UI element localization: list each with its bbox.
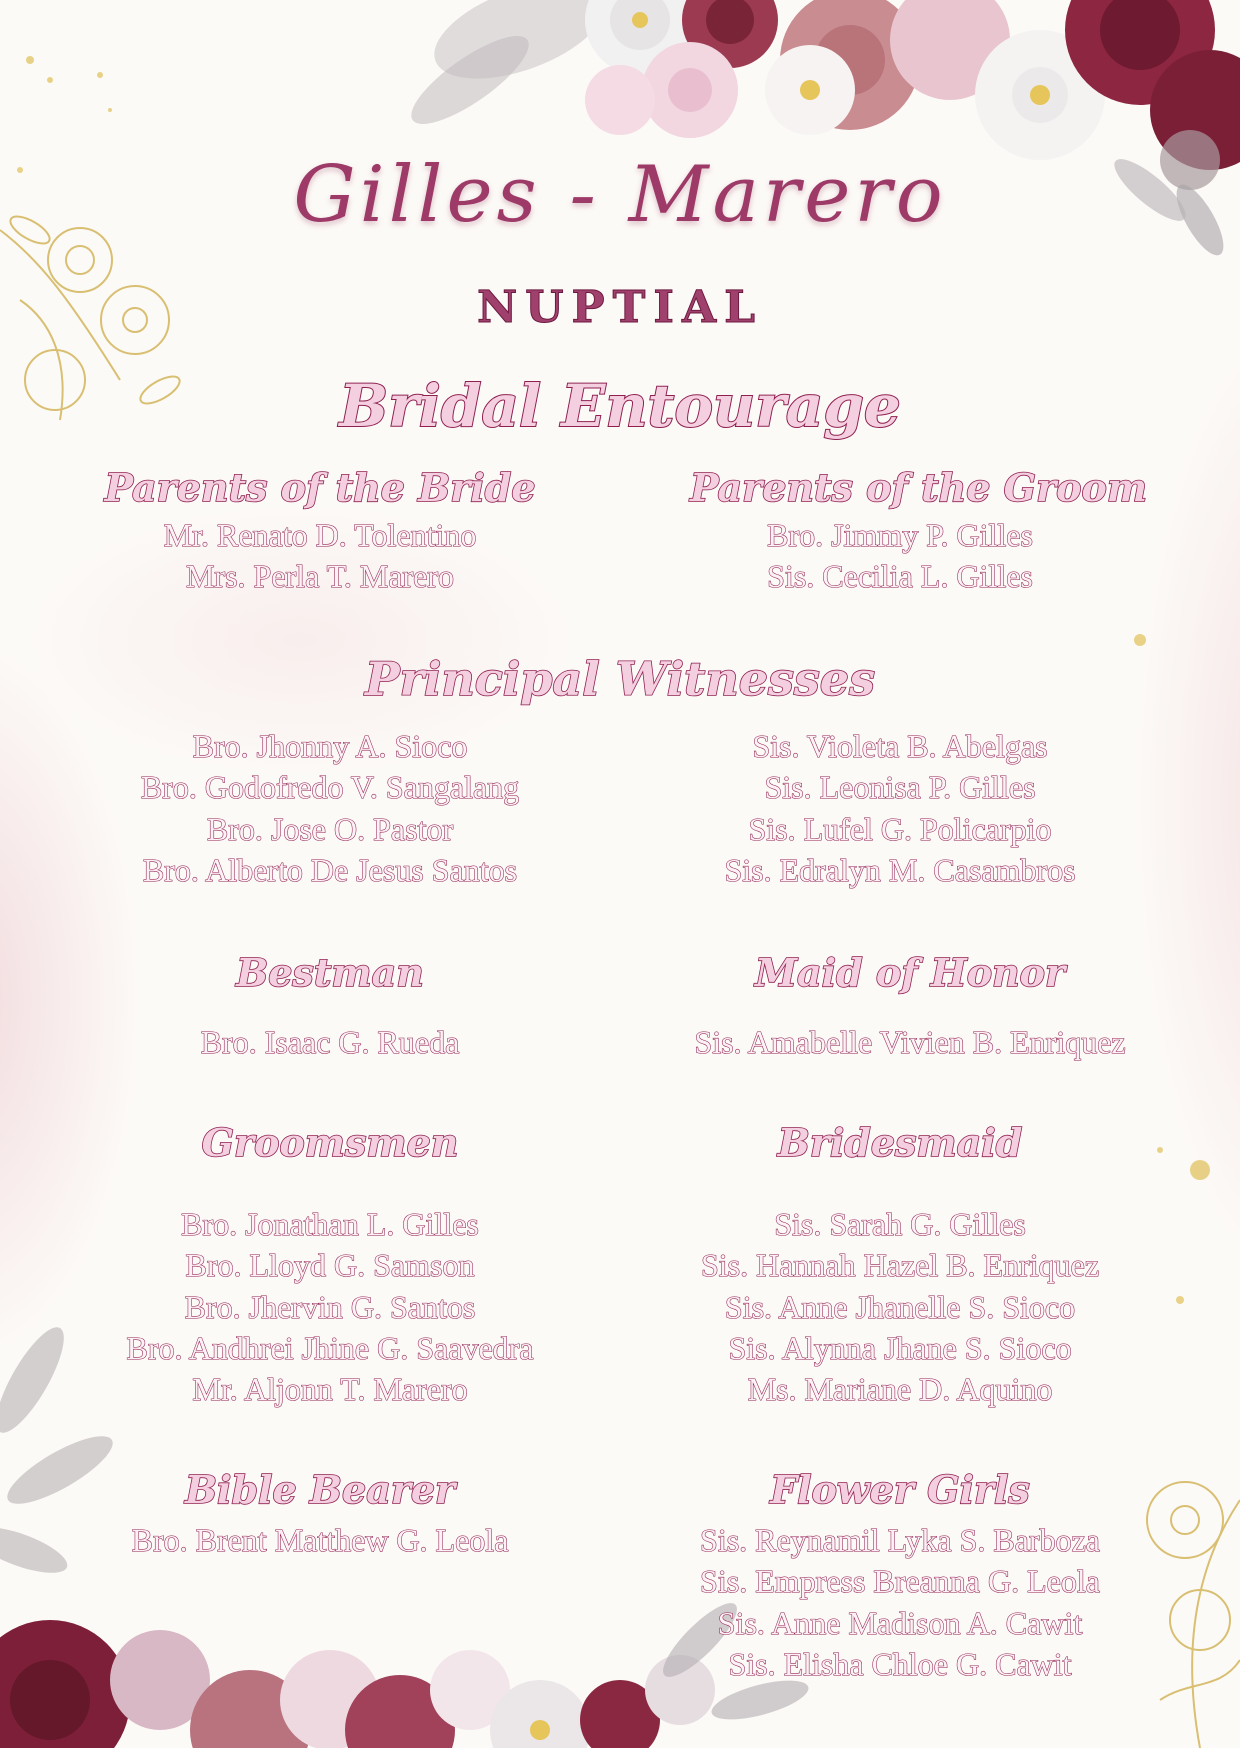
bestman-list <box>130 1022 530 1063</box>
witnesses-right-list <box>680 726 1120 891</box>
list-item: Bro. Andhrei Jhine G. Saavedra <box>126 1329 534 1366</box>
groomsmen-heading: Groomsmen <box>201 1120 459 1165</box>
maid-of-honor-list <box>660 1022 1160 1063</box>
list-item: Bro. Jose O. Pastor <box>206 810 454 847</box>
list-item: Bro. Jhervin G. Santos <box>184 1288 476 1325</box>
parents-groom-heading: Parents of the Groom <box>690 465 1148 510</box>
parents-bride-heading: Parents of the Bride <box>104 465 536 510</box>
bridesmaid-heading: Bridesmaid <box>777 1120 1023 1165</box>
list-item: Sis. Amabelle Vivien B. Enriquez <box>694 1024 1126 1060</box>
list-item: Sis. Anne Madison A. Cawit <box>717 1604 1083 1641</box>
maid-of-honor-heading: Maid of Honor <box>754 950 1066 995</box>
list-item: Sis. Leonisa P. Gilles <box>764 769 1036 806</box>
parents-groom-list <box>690 515 1110 598</box>
page-title: Bridal Entourage <box>339 372 901 440</box>
bridesmaid-list <box>660 1204 1140 1410</box>
bestman-heading: Bestman <box>236 950 424 995</box>
list-item: Sis. Edralyn M. Casambros <box>724 851 1076 888</box>
list-item: Sis. Alynna Jhane S. Sioco <box>728 1329 1072 1366</box>
gold-flower-right <box>1147 1482 1240 1748</box>
list-item: Bro. Brent Matthew G. Leola <box>131 1522 509 1558</box>
list-item: Ms. Mariane D. Aquino <box>747 1371 1053 1408</box>
groomsmen-list <box>70 1204 590 1410</box>
flower-girls-list <box>660 1520 1140 1685</box>
list-item: Sis. Anne Jhanelle S. Sioco <box>724 1288 1076 1325</box>
list-item: Sis. Lufel G. Policarpio <box>748 810 1052 847</box>
list-item: Mrs. Perla T. Marero <box>185 558 455 595</box>
list-item: Sis. Elisha Chloe G. Cawit <box>728 1645 1072 1682</box>
list-item: Bro. Jonathan L. Gilles <box>181 1206 479 1242</box>
principal-witnesses-heading: Principal Witnesses <box>365 652 875 706</box>
list-item: Sis. Hannah Hazel B. Enriquez <box>700 1247 1100 1284</box>
list-item: Sis. Cecilia L. Gilles <box>767 558 1033 595</box>
couple-names: Gilles - Marero <box>293 150 947 240</box>
list-item: Bro. Jhonny A. Sioco <box>192 728 468 764</box>
list-item: Bro. Godofredo V. Sangalang <box>140 769 520 806</box>
witnesses-left-list <box>80 726 580 891</box>
list-item: Bro. Lloyd G. Samson <box>185 1247 475 1284</box>
list-item: Bro. Alberto De Jesus Santos <box>142 851 518 888</box>
list-item: Mr. Renato D. Tolentino <box>163 517 477 553</box>
bible-bearer-list <box>80 1520 560 1561</box>
parents-bride-list <box>90 515 550 598</box>
list-item: Bro. Isaac G. Rueda <box>200 1024 460 1060</box>
event-label: NUPTIAL <box>476 282 764 333</box>
flower-girls-heading: Flower Girls <box>770 1467 1030 1512</box>
list-item: Sis. Reynamil Lyka S. Barboza <box>700 1522 1100 1558</box>
list-item: Bro. Jimmy P. Gilles <box>767 517 1033 553</box>
list-item: Sis. Violeta B. Abelgas <box>752 728 1048 764</box>
list-item: Sis. Sarah G. Gilles <box>774 1206 1026 1242</box>
list-item: Sis. Empress Breanna G. Leola <box>700 1563 1100 1600</box>
bible-bearer-heading: Bible Bearer <box>184 1467 456 1512</box>
list-item: Mr. Aljonn T. Marero <box>192 1371 468 1408</box>
